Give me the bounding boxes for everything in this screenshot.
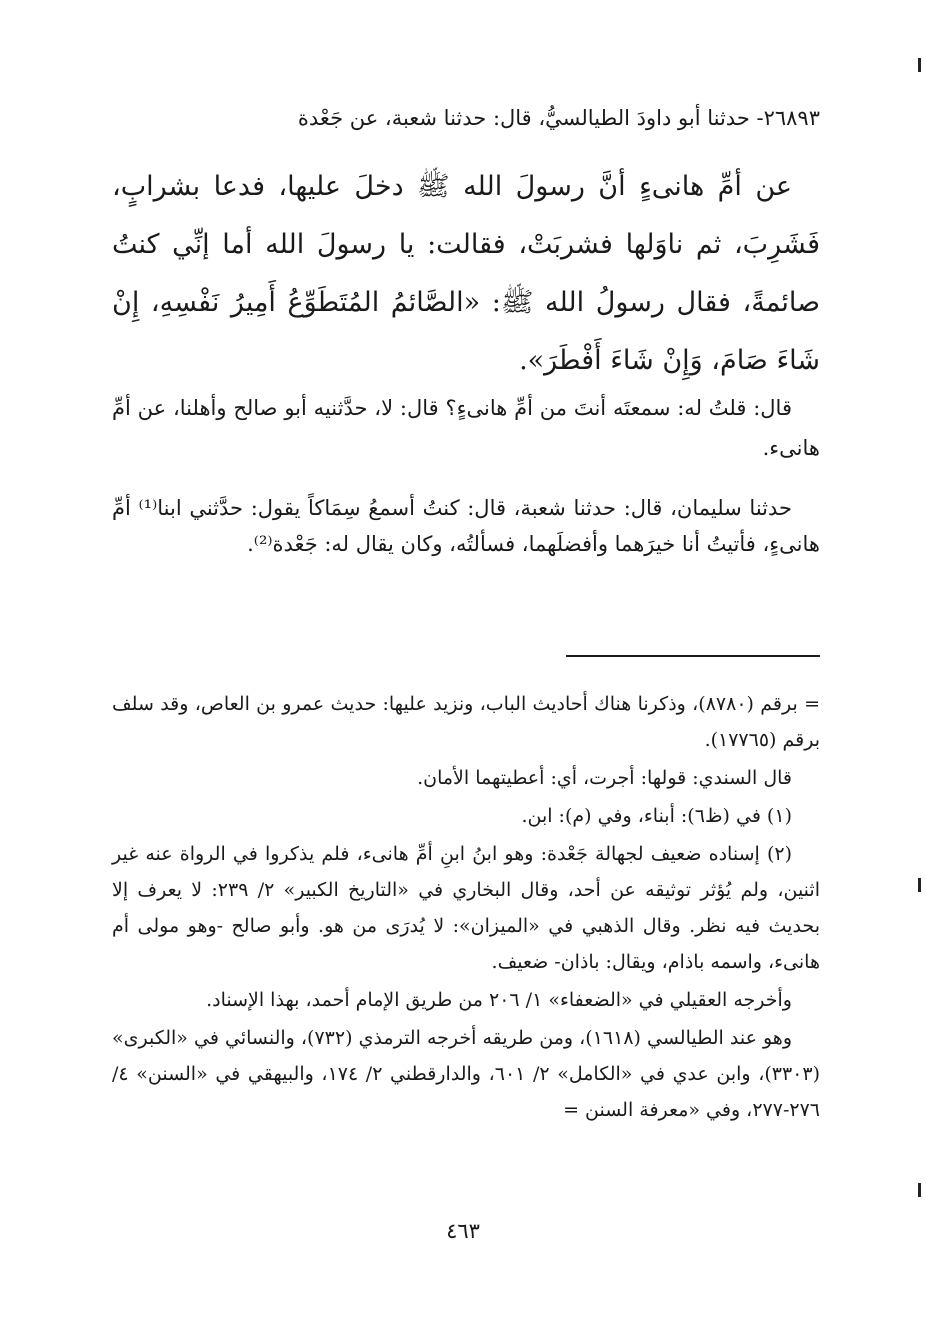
hadith-isnad: ٢٦٨٩٣- حدثنا أبو داودَ الطيالسيُّ، قال: حدثنا شعبة، عن جَعْدة (297, 106, 820, 130)
footnote-2: (٢) إسناده ضعيف لجهالة جَعْدة: وهو ابنُ ابنِ أمِّ هانىء، فلم يذكروا في الرواة عنه غير اثنين، ولم يُؤثر توثيقه عن أحد، وقال البخاري في «التاريخ الكبير» ٢/ ٢٣٩: لا يعرف إلا بحديث فيه نظر. وقال الذهبي في «الميزان»: لا يُدرَى من هو. وأبو صالح -وهو مولى أم هانىء، واسمه باذام، ويقال: باذان- ضعيف. (112, 843, 820, 973)
footnote-sindi: قال السندي: قولها: أجرت، أي: أعطيتهما الأمان. (417, 767, 792, 789)
footnote-2-uqayli: وأخرجه العقيلي في «الضعفاء» ١/ ٢٠٦ من طريق الإمام أحمد، بهذا الإسناد. (206, 989, 792, 1011)
margin-scan-mark-top (918, 58, 921, 72)
footnote-1: (١) في (ظ٦): أبناء، وفي (م): ابن. (521, 805, 792, 827)
footnotes-section (112, 686, 820, 1130)
footnote-separator (566, 655, 820, 657)
margin-scan-mark-middle (918, 878, 921, 892)
hadith-matn-text: عن أمِّ هانىءٍ أنَّ رسولَ الله ﷺ دخلَ عليها، فدعا بشرابٍ، فَشَرِبَ، ثم ناوَلها فشربَتْ، فقالت: يا رسولَ الله أما إنِّي كنتُ صائمةً، فقال رسولُ الله ﷺ: «الصَّائمُ المُتَطَوِّعُ أَمِيرُ نَفْسِهِ، إِنْ شَاءَ صَامَ، وَإِنْ شَاءَ أَفْطَرَ». (112, 171, 820, 376)
footnote-continuation: = برقم (٨٧٨٠)، وذكرنا هناك أحاديث الباب، ونزيد عليها: حديث عمرو بن العاص، وقد سلف برقم (١٧٧٦٥). (112, 693, 820, 751)
hadith-header (112, 98, 820, 138)
margin-scan-mark-bottom (918, 1183, 921, 1197)
narration-paragraph-2 (112, 490, 820, 562)
narration-text-1: قال: قلتُ له: سمعتَه أنتَ من أمِّ هانىءٍ؟ قال: لا، حدَّثنيه أبو صالح وأهلنا، عن أمِّ هانىء. (112, 396, 820, 460)
narration-paragraph-1 (112, 388, 820, 468)
hadith-matn (112, 158, 820, 390)
narration-text-2: حدثنا سليمان، قال: حدثنا شعبة، قال: كنتُ أسمعُ سِمَاكاً يقول: حدَّثني ابنا⁽¹⁾ أمِّ هانىءٍ، فأتيتُ أنا خيرَهما وأفضلَهما، فسألتُه، وكان يقال له: جَعْدة⁽²⁾. (112, 496, 820, 556)
footnote-2-takhrij: وهو عند الطيالسي (١٦١٨)، ومن طريقه أخرجه الترمذي (٧٣٢)، والنسائي في «الكبرى» (٣٣٠٣)، وابن عدي في «الكامل» ٢/ ٦٠١، والدارقطني ٢/ ١٧٤، والبيهقي في «السنن» ٤/ ٢٧٦-٢٧٧، وفي «معرفة السنن = (112, 1027, 820, 1121)
page-number: ٤٦٣ (446, 1219, 480, 1243)
